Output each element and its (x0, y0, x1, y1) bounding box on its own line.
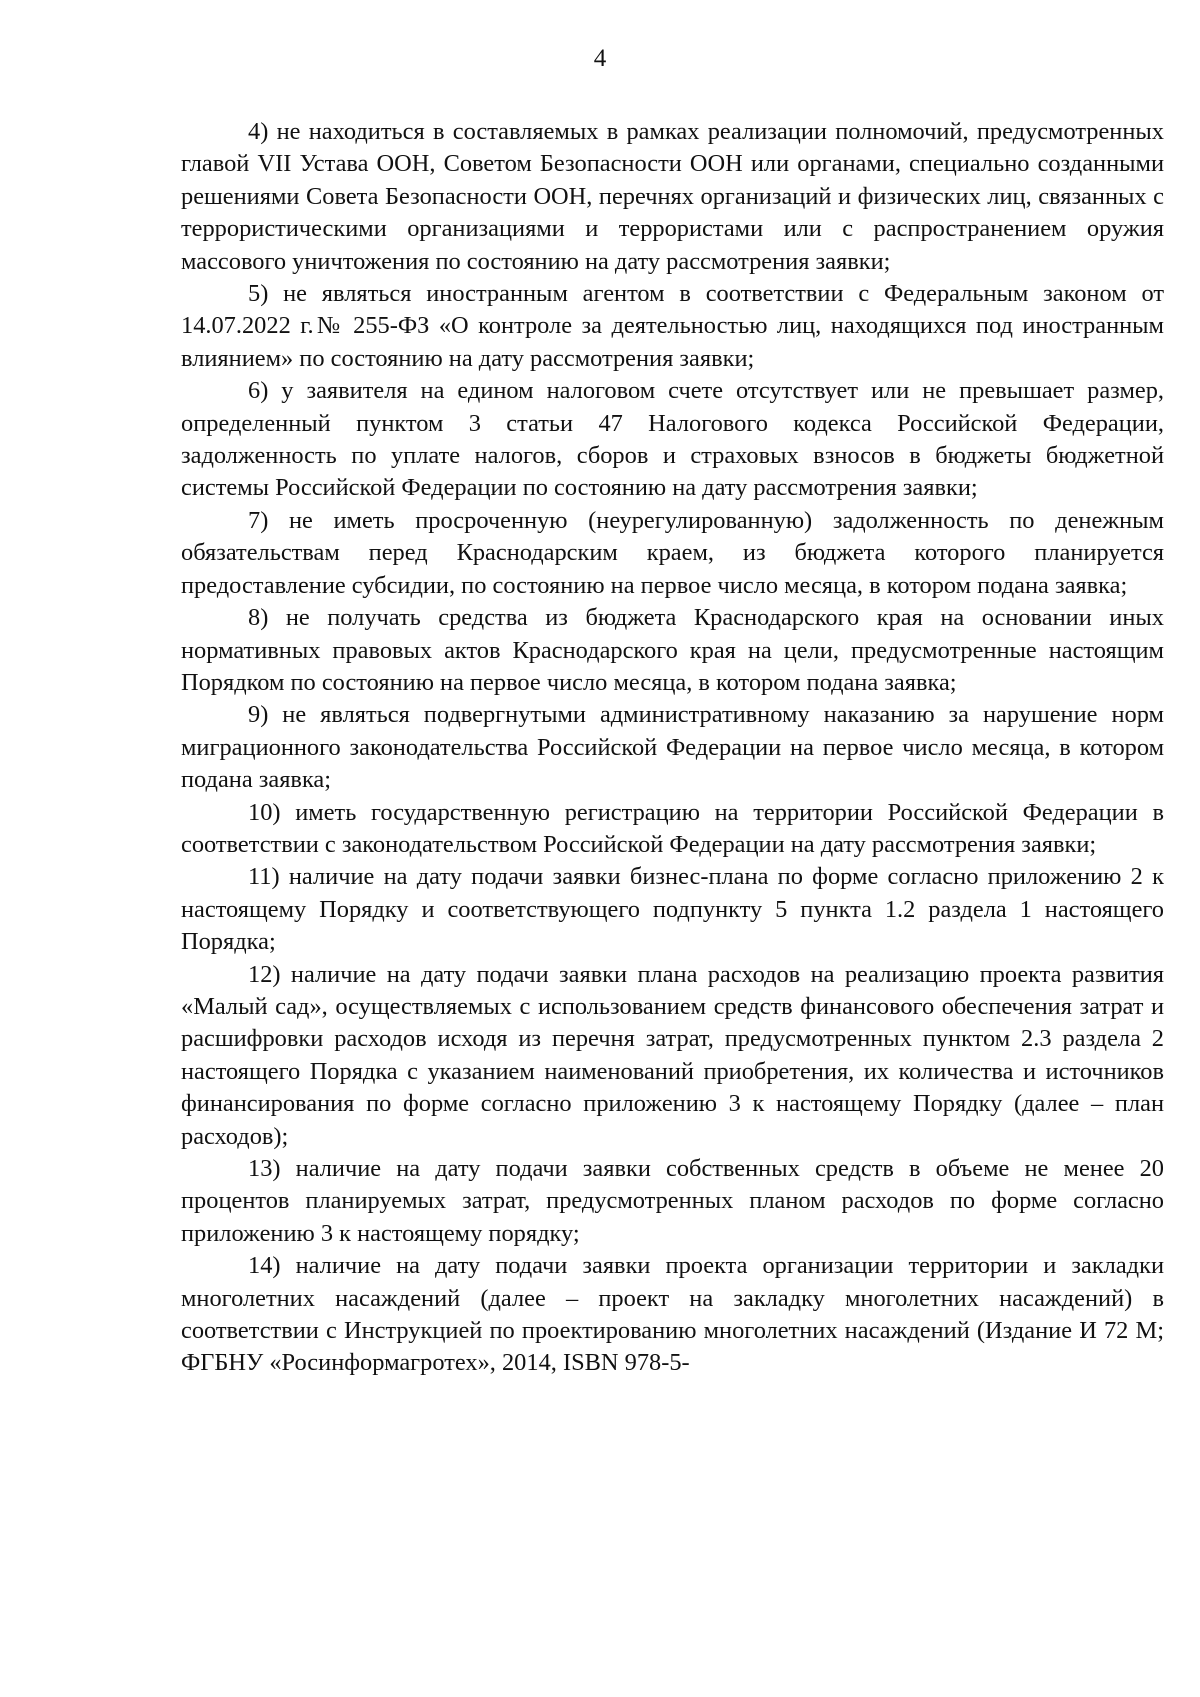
list-item-14: 14) наличие на дату подачи заявки проекта организации территории и закладки многолетних насаждений (далее – проект на закладку многолетних насаждений) в соответствии с Инструкцией по проектированию многолетних насаждений (Издание И 72 М; ФГБНУ «Росинформагротех», 2014, ISBN 978-5- (181, 1252, 1164, 1377)
list-item-9: 9) не являться подвергнутыми административному наказанию за нарушение норм миграционного законодательства Российской Федерации на первое число месяца, в котором подана заявка; (181, 701, 1164, 794)
list-item-10: 10) иметь государственную регистрацию на территории Российской Федерации в соответствии с законодательством Российской Федерации на дату рассмотрения заявки; (181, 798, 1164, 858)
list-item-4: 4) не находиться в составляемых в рамках реализации полномочий, предусмотренных главой VII Устава ООН, Советом Безопасности ООН или органами, специально созданными решениями Совета Безопасности ООН, перечнях организаций и физических лиц, связанных с террористическими организациями и террористами или с распространением оружия массового уничтожения по состоянию на дату рассмотрения заявки; (181, 118, 1164, 275)
list-item-6: 6) у заявителя на едином налоговом счете отсутствует или не превышает размер, определенный пунктом 3 статьи 47 Налогового кодекса Российской Федерации, задолженность по уплате налогов, сборов и страховых взносов в бюджеты бюджетной системы Российской Федерации по состоянию на дату рассмотрения заявки; (181, 377, 1164, 502)
list-item-12: 12) наличие на дату подачи заявки плана расходов на реализацию проекта развития «Малый сад», осуществляемых с использованием средств финансового обеспечения затрат и расшифровки расходов исходя из перечня затрат, предусмотренных пунктом 2.3 раздела 2 настоящего Порядка с указанием наименований приобретения, их количества и источников финансирования по форме согласно приложению 3 к настоящему Порядку (далее – план расходов); (181, 960, 1164, 1150)
list-item-11: 11) наличие на дату подачи заявки бизнес-плана по форме согласно приложению 2 к настоящему Порядку и соответствующего подпункту 5 пункта 1.2 раздела 1 настоящего Порядка; (181, 863, 1164, 956)
list-item-7: 7) не иметь просроченную (неурегулированную) задолженность по денежным обязательствам перед Краснодарским краем, из бюджета которого планируется предоставление субсидии, по состоянию на первое число месяца, в котором подана заявка; (181, 506, 1164, 599)
list-item-8: 8) не получать средства из бюджета Краснодарского края на основании иных нормативных правовых актов Краснодарского края на цели, предусмотренные настоящим Порядком по состоянию на первое число месяца, в котором подана заявка; (181, 604, 1164, 696)
list-item-5: 5) не являться иностранным агентом в соответствии с Федеральным законом от 14.07.2022 г.№ 255-ФЗ «О контроле за деятельностью лиц, находящихся под иностранным влиянием» по состоянию на дату рассмотрения заявки; (181, 280, 1164, 372)
page-number: 4 (593, 45, 607, 72)
document-body (181, 116, 1164, 1380)
list-item-13: 13) наличие на дату подачи заявки собственных средств в объеме не менее 20 процентов планируемых затрат, предусмотренных планом расходов по форме согласно приложению 3 к настоящему порядку; (181, 1155, 1164, 1247)
